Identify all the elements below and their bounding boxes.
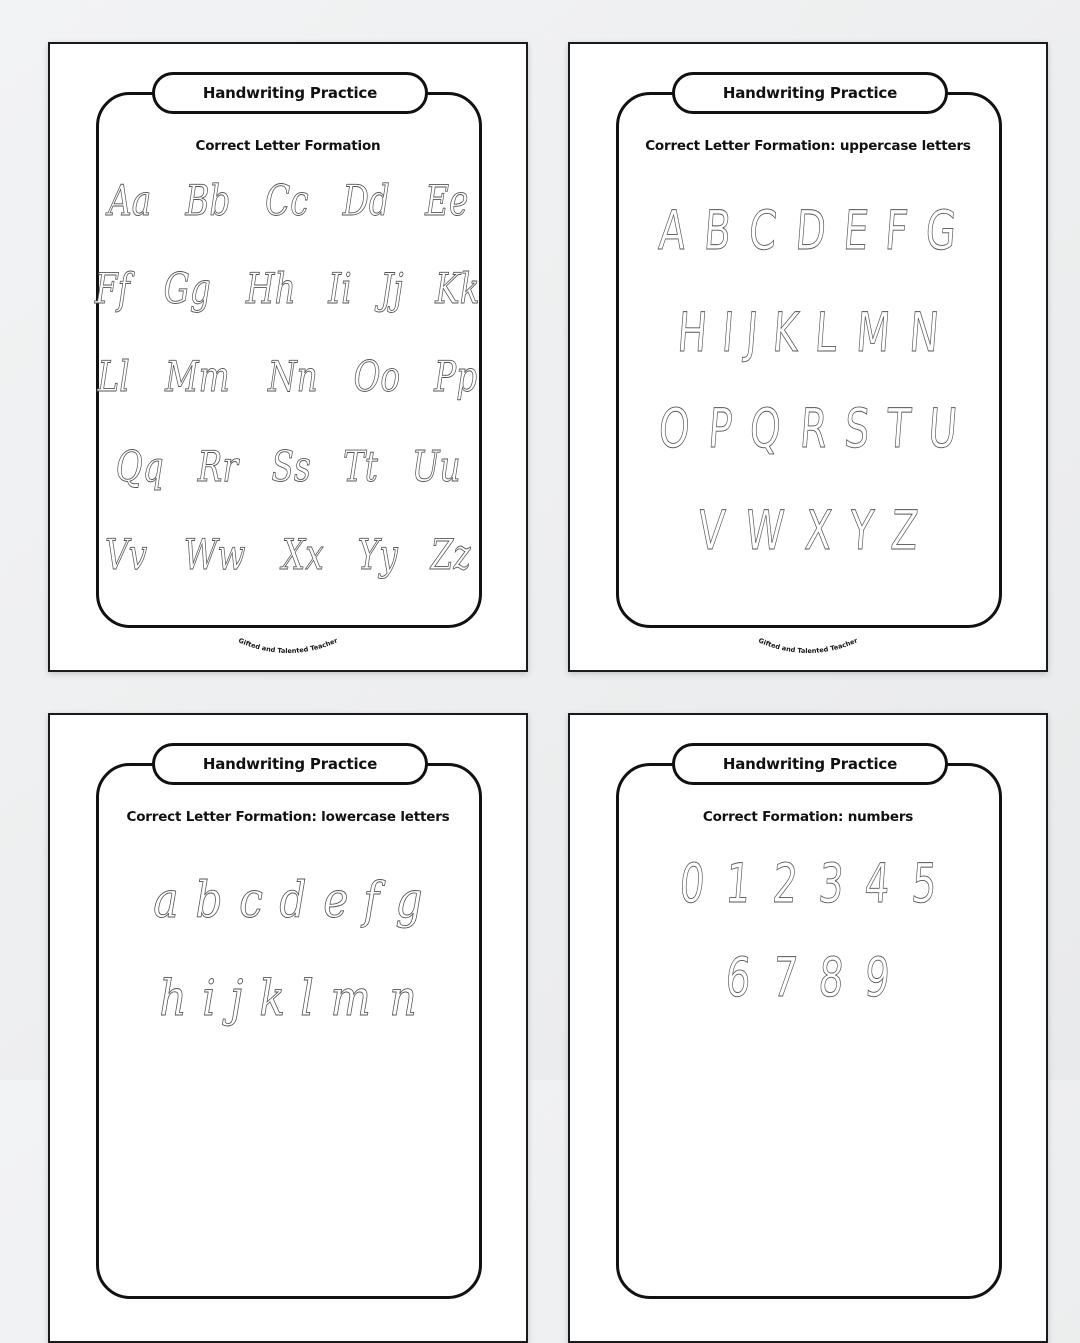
trace-row: [570, 397, 1046, 460]
trace-letter: L: [813, 301, 840, 364]
trace-row: [570, 946, 1046, 1009]
trace-digit: 0: [677, 852, 707, 915]
trace-letter: F: [883, 199, 911, 262]
trace-row: [50, 264, 526, 313]
trace-letter-pair: Aa: [107, 176, 151, 225]
trace-row: [50, 969, 526, 1027]
trace-letter-pair: Pp: [434, 352, 478, 401]
svg-text:Gifted and Talented Teacher: [237, 636, 339, 655]
trace-letter-pair: Uu: [411, 442, 461, 491]
worksheet-frame: [96, 763, 482, 1299]
trace-letter-pair: Ss: [271, 442, 311, 491]
trace-letter: n: [389, 969, 417, 1027]
worksheet-title: Handwriting Practice: [152, 743, 428, 785]
trace-letter-pair: Ll: [97, 352, 130, 401]
trace-letter: N: [907, 301, 942, 364]
trace-letter: J: [743, 301, 761, 364]
trace-letter: E: [841, 199, 871, 262]
trace-letter: M: [853, 301, 892, 364]
trace-letter-pair: Ww: [183, 530, 246, 579]
trace-row: [50, 442, 526, 491]
trace-letter: S: [842, 397, 873, 460]
trace-letter: c: [238, 871, 263, 929]
trace-letter-pair: Ee: [425, 176, 469, 225]
worksheet-numbers: [568, 713, 1048, 1343]
trace-letter: V: [696, 499, 728, 562]
trace-letter-pair: Kk: [435, 264, 480, 313]
trace-letter: P: [705, 397, 734, 460]
trace-letter: O: [656, 397, 693, 460]
trace-letter-pair: Qq: [115, 442, 164, 491]
trace-letter-pair: Oo: [353, 352, 400, 401]
trace-letter-pair: Hh: [246, 264, 297, 313]
trace-digit: 7: [770, 946, 800, 1009]
trace-letter-pair: Gg: [163, 264, 211, 313]
worksheet-title: Handwriting Practice: [152, 72, 428, 114]
brand-logo-text: Gifted and Talented Teacher: [757, 636, 859, 656]
trace-letter-pair: Yy: [357, 530, 398, 579]
trace-letter: a: [153, 871, 179, 929]
trace-letter-pair: Zz: [431, 530, 472, 579]
trace-letter: U: [926, 397, 960, 460]
worksheet-subtitle: Correct Formation: numbers: [702, 809, 914, 825]
trace-letter: m: [330, 969, 372, 1027]
trace-digit: 8: [816, 946, 846, 1009]
trace-letter: X: [802, 499, 834, 562]
trace-letter: B: [701, 199, 734, 262]
trace-digit: 3: [816, 852, 846, 915]
trace-letter-pair: Tt: [342, 442, 378, 491]
trace-row: [570, 301, 1046, 364]
trace-row: [50, 352, 526, 401]
trace-letter: h: [159, 969, 187, 1027]
trace-letter: Y: [846, 499, 876, 562]
trace-letter: D: [793, 199, 828, 262]
worksheet-subtitle: Correct Letter Formation: uppercase letters: [645, 138, 971, 154]
trace-digit: 1: [723, 852, 754, 915]
trace-digit: 9: [862, 946, 893, 1009]
trace-letter-pair: Bb: [185, 176, 231, 225]
trace-letter: W: [743, 499, 787, 562]
worksheet-lowercase: [48, 713, 528, 1343]
trace-letter: g: [395, 871, 423, 929]
trace-letter: I: [719, 301, 737, 364]
trace-letter: l: [300, 969, 315, 1027]
worksheet-letter-formation: [48, 42, 528, 672]
trace-digit: 5: [909, 852, 939, 915]
trace-row: [50, 176, 526, 225]
trace-row: [570, 499, 1046, 562]
trace-digit: 4: [862, 852, 893, 915]
trace-letter: j: [230, 969, 244, 1027]
worksheet-title: Handwriting Practice: [672, 72, 948, 114]
trace-row: [50, 871, 526, 929]
trace-letter: i: [202, 969, 217, 1027]
trace-letter: f: [363, 871, 380, 929]
trace-digit: 6: [723, 946, 754, 1009]
trace-letter-pair: Ii: [328, 264, 352, 313]
trace-letter-pair: Xx: [282, 530, 325, 579]
trace-letter: T: [884, 397, 914, 460]
trace-letter: C: [746, 199, 779, 262]
trace-letter: K: [770, 301, 801, 364]
brand-logo: [50, 636, 526, 667]
trace-row: [50, 530, 526, 579]
brand-logo-text: Gifted and Talented Teacher: [237, 636, 339, 656]
trace-letter-pair: Mm: [165, 352, 230, 401]
worksheet-subtitle: Correct Letter Formation: [195, 138, 381, 154]
trace-letter-pair: Dd: [343, 176, 391, 225]
trace-letter: R: [797, 397, 830, 460]
worksheet-title: Handwriting Practice: [672, 743, 948, 785]
trace-letter: H: [674, 301, 709, 364]
trace-letter-pair: Ff: [95, 264, 131, 313]
trace-letter: Q: [747, 397, 784, 460]
brand-logo: [570, 636, 1046, 667]
trace-letter-pair: Cc: [264, 176, 309, 225]
worksheet-uppercase: [568, 42, 1048, 672]
trace-letter-pair: Nn: [267, 352, 318, 401]
trace-letter-pair: Jj: [380, 264, 404, 313]
trace-letter: e: [323, 871, 349, 929]
svg-text:Gifted and Talented Teacher: [757, 636, 859, 655]
worksheet-subtitle: Correct Letter Formation: lowercase letters: [126, 809, 450, 825]
trace-letter: d: [279, 871, 307, 929]
trace-letter: A: [656, 199, 689, 262]
trace-letter: b: [195, 871, 223, 929]
trace-row: [570, 199, 1046, 262]
trace-letter: Z: [888, 499, 920, 562]
trace-letter-pair: Vv: [105, 530, 148, 579]
worksheet-frame: [616, 763, 1002, 1299]
trace-letter: G: [923, 199, 959, 262]
trace-row: [570, 852, 1046, 915]
trace-letter-pair: Rr: [197, 442, 238, 491]
trace-digit: 2: [770, 852, 800, 915]
trace-letter: k: [259, 969, 285, 1027]
